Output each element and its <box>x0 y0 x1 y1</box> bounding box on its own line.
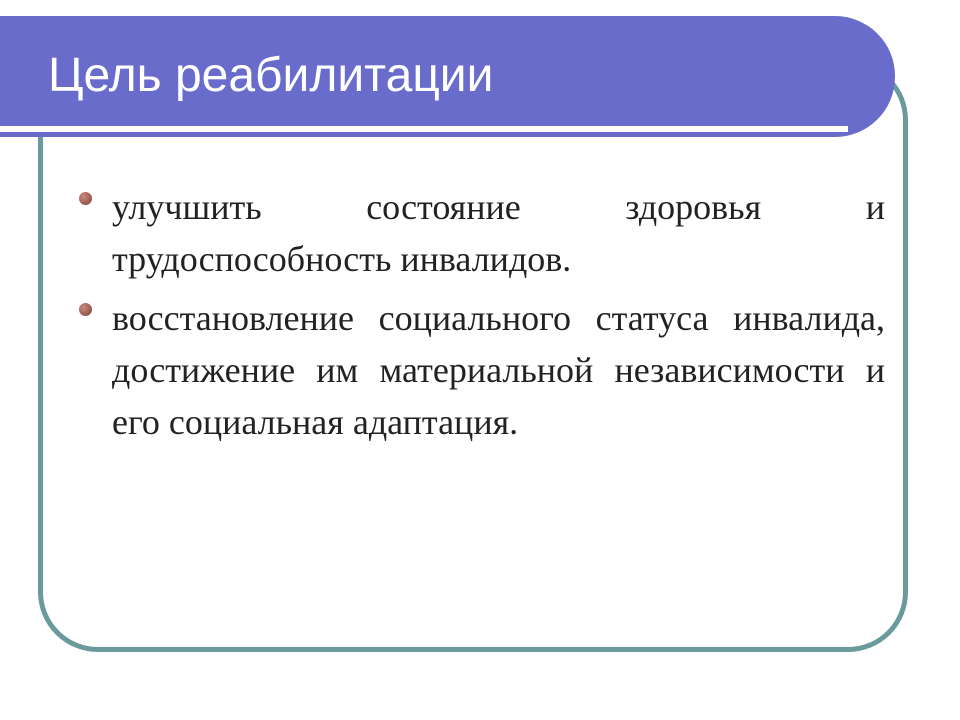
bullet-item-health <box>76 181 885 285</box>
bullet-text: улучшить состояние здоровья и трудоспособность инвалидов. <box>112 187 885 279</box>
bullet-dot-icon <box>79 192 92 205</box>
bullet-text: восстановление социального статуса инвалида, достижение им материальной независимости и его социальная адаптация. <box>112 298 885 442</box>
bullet-list <box>76 181 885 455</box>
bullet-item-social-status <box>76 292 885 448</box>
bullet-dot-icon <box>79 303 92 316</box>
slide-title: Цель реабилитации <box>48 49 494 102</box>
title-underline <box>0 126 848 132</box>
